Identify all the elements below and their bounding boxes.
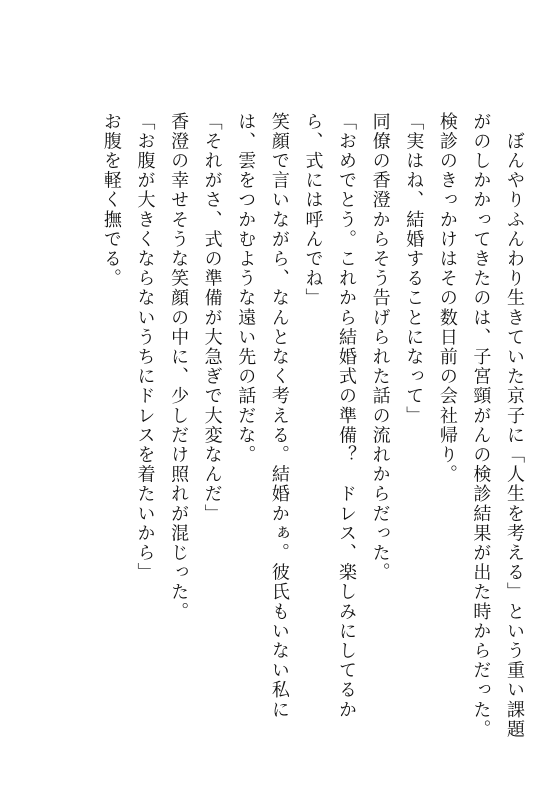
text-line-6: 「おめでとう。これから結婚式の準備？ ドレス、楽しみにしてるか bbox=[336, 112, 358, 720]
text-line-8: 笑顔で言いながら、なんとなく考える。結婚かぁ。彼氏もいない私に bbox=[268, 112, 290, 720]
text-line-7: ら、式には呼んでね」 bbox=[302, 112, 324, 308]
text-line-12: 「お腹が大きくならないうちにドレスを着たいから」 bbox=[134, 112, 156, 583]
text-line-2: がのしかかってきたのは、子宮頸がんの検診結果が出た時からだった。 bbox=[470, 112, 492, 740]
text-line-3: 検診のきっかけはその数日前の会社帰り。 bbox=[436, 112, 458, 485]
text-line-1: ぼんやりふんわり生きていた京子に「人生を考える」という重い課題 bbox=[504, 112, 525, 740]
vertical-text-body bbox=[94, 112, 531, 752]
text-line-13: お腹を軽く撫でる。 bbox=[100, 112, 122, 289]
text-line-10: 「それがさ、式の準備が大急ぎで大変なんだ」 bbox=[201, 112, 223, 524]
text-line-9: は、雲をつかむような遠い先の話だな。 bbox=[235, 112, 257, 465]
text-line-4: 「実はね、結婚することになって」 bbox=[403, 112, 425, 426]
text-line-11: 香澄の幸せそうな笑顔の中に、少しだけ照れが混じった。 bbox=[168, 112, 190, 622]
text-line-5: 同僚の香澄からそう告げられた話の流れからだった。 bbox=[369, 112, 391, 583]
